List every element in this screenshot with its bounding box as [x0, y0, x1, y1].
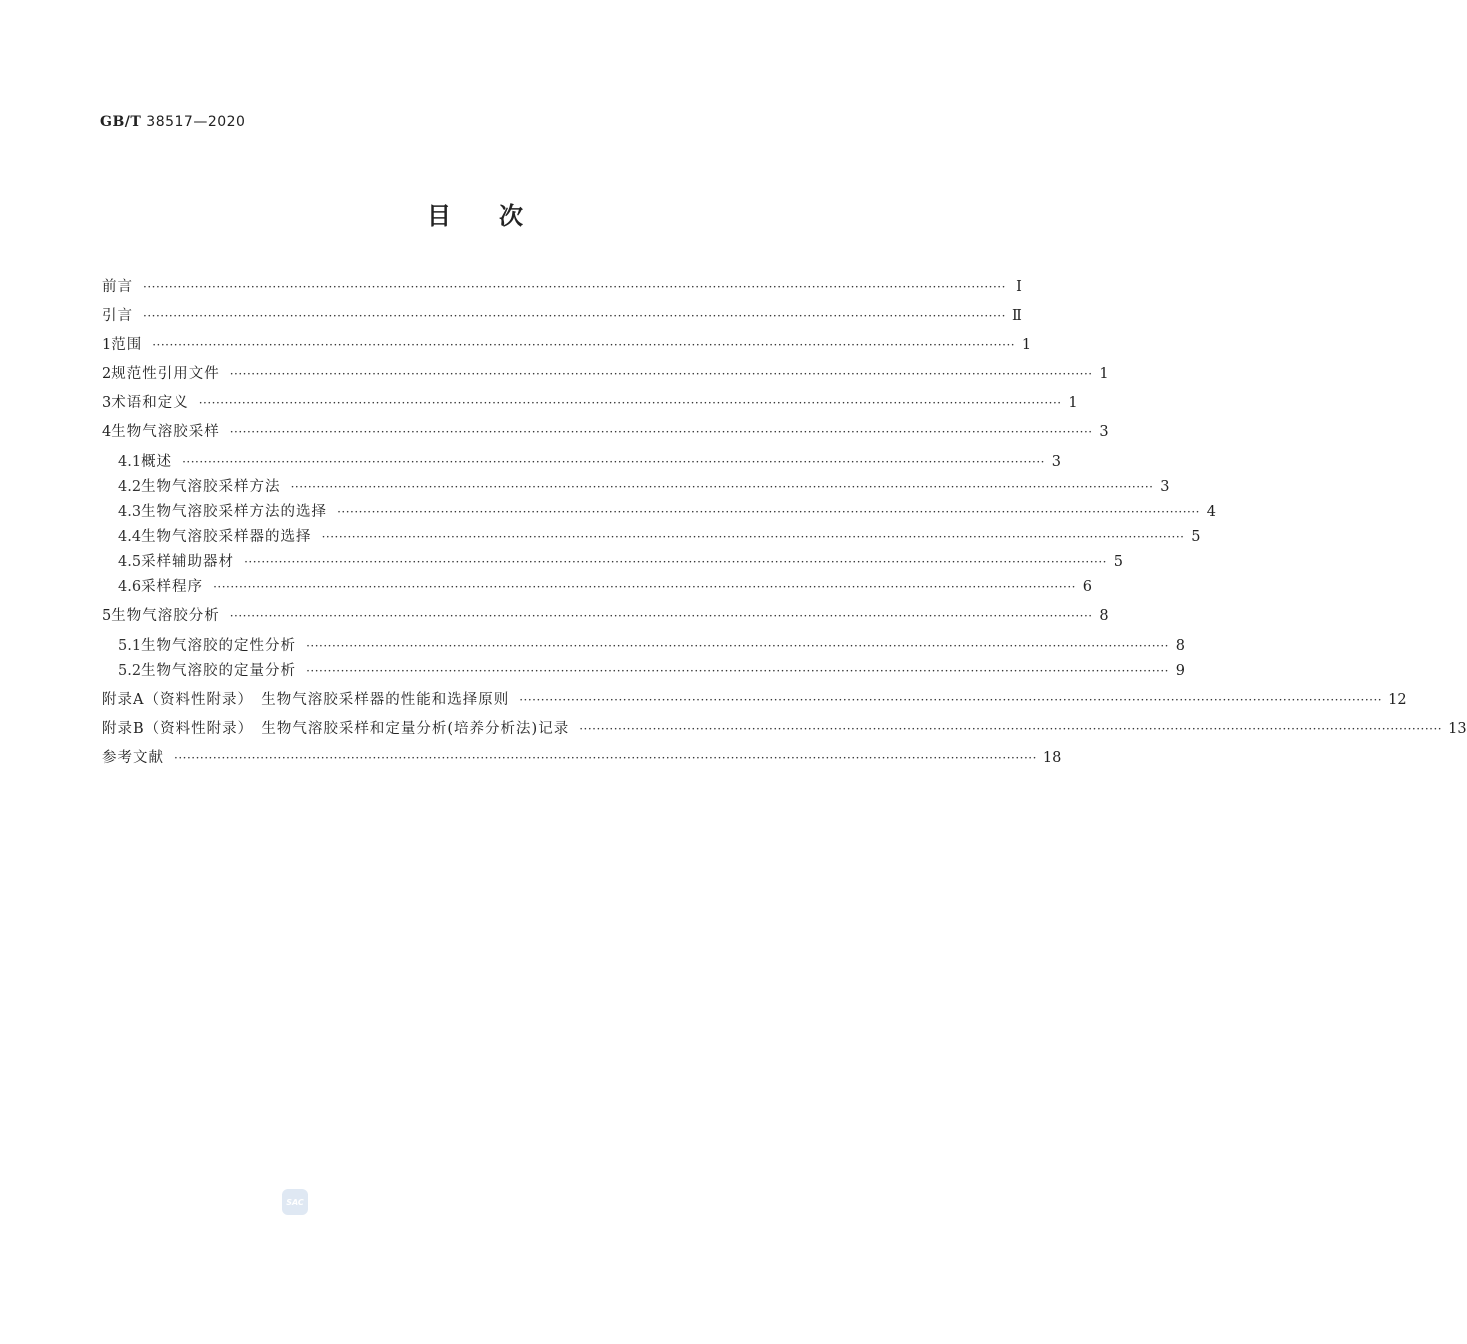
toc-number: 2: [102, 366, 112, 382]
toc-page: Ⅱ: [1012, 308, 1022, 324]
toc-entry[interactable]: [102, 304, 1022, 324]
toc-leader: ········································································································································································································: [174, 751, 1037, 765]
toc-leader: ········································································································································································································: [579, 722, 1443, 736]
toc-label: 术语和定义: [111, 395, 189, 411]
toc-leader: ········································································································································································································: [306, 639, 1169, 653]
toc-page: 8: [1099, 608, 1109, 624]
toc-page: 3: [1051, 454, 1061, 470]
toc-label: 范围: [111, 337, 143, 353]
toc-leader: ········································································································································································································: [213, 580, 1076, 594]
toc-label: 生物气溶胶的定性分析: [141, 638, 297, 654]
toc-label: 采样辅助器材: [141, 554, 235, 570]
toc-entry[interactable]: [118, 634, 1185, 654]
toc-leader: ········································································································································································································: [229, 609, 1093, 623]
toc-page: 4: [1206, 504, 1216, 520]
toc-leader: ········································································································································································································: [321, 530, 1185, 544]
toc-number: 4: [102, 424, 112, 440]
toc-label: 参考文献: [102, 750, 164, 766]
toc-number: 4.6: [118, 579, 142, 595]
toc-entry[interactable]: [102, 746, 1062, 766]
toc-page: 18: [1042, 750, 1062, 766]
toc-number: 4.4: [118, 529, 142, 545]
toc-page: 1: [1068, 395, 1078, 411]
toc-entry[interactable]: [102, 391, 1078, 411]
toc-leader: ········································································································································································································: [143, 309, 1006, 323]
toc-label: 生物气溶胶的定量分析: [141, 663, 297, 679]
toc-number: 4.2: [118, 479, 142, 495]
toc-number: 4.1: [118, 454, 142, 470]
toc-page: 1: [1099, 366, 1109, 382]
toc-label: 规范性引用文件: [111, 366, 220, 382]
toc-page: 13: [1448, 721, 1467, 737]
toc-number: 4.3: [118, 504, 142, 520]
toc-label: 附录A（资料性附录） 生物气溶胶采样器的性能和选择原则: [102, 692, 510, 708]
toc-leader: ········································································································································································································: [519, 693, 1383, 707]
toc-number: 5.2: [118, 663, 142, 679]
toc-number: 5: [102, 608, 112, 624]
toc-entry[interactable]: [102, 275, 1022, 295]
sac-logo-icon: SAC: [282, 1189, 308, 1215]
toc-entry[interactable]: [102, 362, 1109, 382]
toc-page: 1: [1021, 337, 1032, 353]
toc-entry[interactable]: [102, 717, 1467, 737]
toc-leader: ········································································································································································································: [337, 505, 1200, 519]
toc-page: 3: [1160, 479, 1170, 495]
toc-label: 生物气溶胶采样方法的选择: [141, 504, 328, 520]
toc-label: 附录B（资料性附录） 生物气溶胶采样和定量分析(培养分析法)记录: [102, 721, 570, 737]
standard-code: [100, 114, 245, 130]
standard-prefix: GB/T: [100, 114, 142, 130]
toc-entry[interactable]: [118, 575, 1092, 595]
toc-label: 概述: [141, 454, 173, 470]
toc-page: 8: [1175, 638, 1185, 654]
toc-entry[interactable]: [118, 500, 1216, 520]
toc-leader: ········································································································································································································: [290, 480, 1154, 494]
toc-entry[interactable]: [118, 659, 1185, 679]
toc-entry[interactable]: [118, 550, 1123, 570]
toc-entry[interactable]: [102, 688, 1407, 708]
toc-page: 6: [1082, 579, 1092, 595]
toc-leader: ········································································································································································································: [152, 338, 1016, 352]
toc-label: 采样程序: [141, 579, 204, 595]
toc-label: 生物气溶胶采样: [111, 424, 220, 440]
toc-number: 4.5: [118, 554, 142, 570]
toc-entry[interactable]: [118, 475, 1170, 495]
toc-label: 引言: [102, 308, 133, 324]
toc-page: 3: [1099, 424, 1109, 440]
toc-label: 生物气溶胶分析: [111, 608, 220, 624]
toc-page: 5: [1191, 529, 1201, 545]
toc-leader: ········································································································································································································: [229, 425, 1093, 439]
toc-page: Ⅰ: [1016, 279, 1022, 295]
toc-number: 5.1: [118, 638, 142, 654]
toc-entry[interactable]: [102, 333, 1032, 353]
toc-page: 9: [1175, 663, 1185, 679]
toc-leader: ········································································································································································································: [306, 664, 1169, 678]
toc-leader: ········································································································································································································: [244, 555, 1107, 569]
toc-leader: ········································································································································································································: [143, 280, 1006, 294]
page-title: 目次: [427, 202, 571, 230]
toc-leader: ········································································································································································································: [198, 396, 1062, 410]
toc-leader: ········································································································································································································: [229, 367, 1093, 381]
toc-entry[interactable]: [118, 525, 1201, 545]
toc-number: 3: [102, 395, 112, 411]
toc-label: 生物气溶胶采样器的选择: [141, 529, 312, 545]
toc-page: 12: [1388, 692, 1407, 708]
toc-entry[interactable]: [102, 604, 1109, 624]
toc-entry[interactable]: [102, 420, 1109, 440]
toc-label: 生物气溶胶采样方法: [141, 479, 281, 495]
toc-leader: ········································································································································································································: [182, 455, 1045, 469]
standard-number: 38517—2020: [146, 114, 246, 130]
toc-label: 前言: [102, 279, 133, 295]
toc-entry[interactable]: [118, 450, 1061, 470]
toc-page: 5: [1113, 554, 1123, 570]
toc-number: 1: [102, 337, 112, 353]
